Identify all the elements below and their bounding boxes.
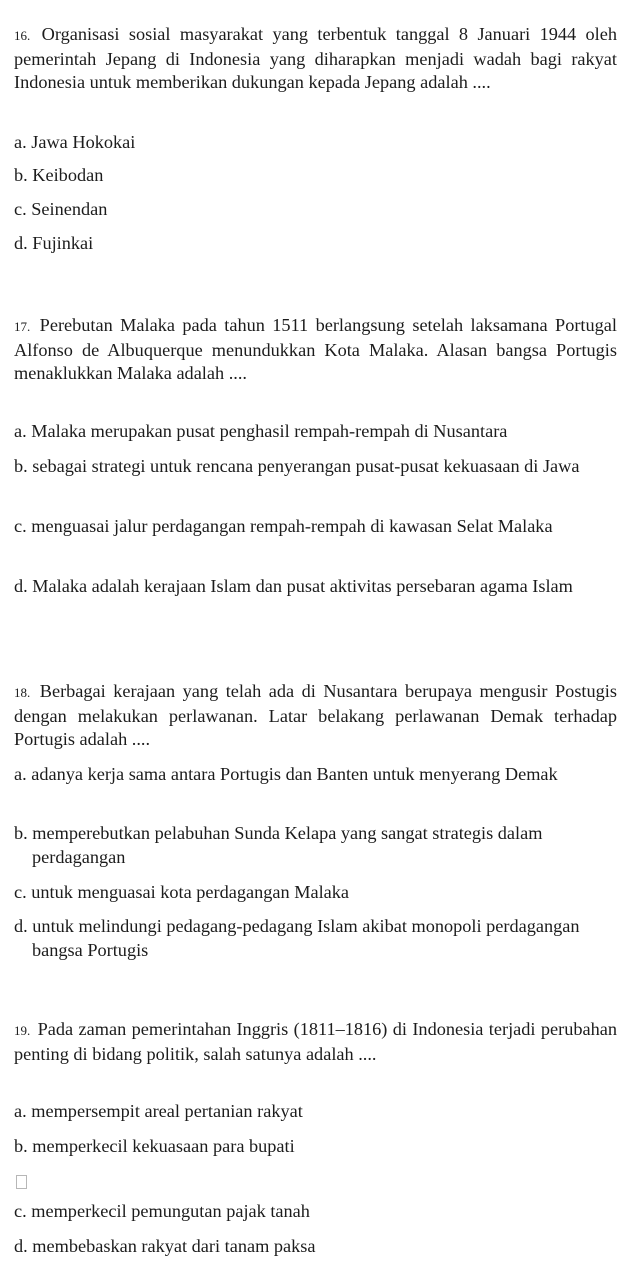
empty-checkbox-icon — [16, 1175, 27, 1189]
question-stem — [14, 23, 617, 95]
option-a: a. mempersempit areal pertanian rakyat — [14, 1101, 303, 1121]
option-c: c. Seinendan — [14, 199, 108, 219]
option-b: b. memperkecil kekuasaan para bupati — [14, 1136, 295, 1156]
option-c: c. memperkecil pemungutan pajak tanah — [14, 1201, 310, 1221]
question-number: 17. — [14, 319, 31, 334]
question-text: Pada zaman pemerintahan Inggris (1811–1816) di Indonesia terjadi perubahan penting di bidang politik, salah satunya adalah .... — [14, 1019, 617, 1064]
question-text: Organisasi sosial masyarakat yang terbentuk tanggal 8 Januari 1944 oleh pemerintah Jepang di Indonesia yang diharapkan menjadi wadah bagi rakyat Indonesia untuk memberikan dukungan kepada Jepang adalah .... — [14, 24, 618, 92]
option-a: a. Jawa Hokokai — [14, 132, 136, 152]
option-d: d. untuk melindungi pedagang-pedagang Islam akibat monopoli perdagangan bangsa Portugis — [14, 916, 580, 960]
question-number: 19. — [14, 1023, 31, 1038]
option-d: d. membebaskan rakyat dari tanam paksa — [14, 1236, 316, 1256]
question-number: 16. — [14, 28, 31, 43]
option-b: b. Keibodan — [14, 165, 104, 185]
option-a: a. Malaka merupakan pusat penghasil rempah-rempah di Nusantara — [14, 421, 508, 441]
option-d: d. Fujinkai — [14, 233, 94, 253]
option-c: c. untuk menguasai kota perdagangan Malaka — [14, 882, 350, 902]
option-b: b. sebagai strategi untuk rencana penyerangan pusat-pusat kekuasaan di Jawa — [14, 456, 580, 476]
question-text: Perebutan Malaka pada tahun 1511 berlangsung setelah laksamana Portugal Alfonso de Albuquerque menundukkan Kota Malaka. Alasan bangsa Portugis menaklukkan Malaka adalah .... — [14, 315, 617, 383]
option-d: d. Malaka adalah kerajaan Islam dan pusat aktivitas persebaran agama Islam — [14, 576, 573, 596]
option-c: c. menguasai jalur perdagangan rempah-rempah di kawasan Selat Malaka — [14, 516, 553, 536]
question-stem — [14, 314, 617, 386]
question-text: Berbagai kerajaan yang telah ada di Nusantara berupaya mengusir Postugis dengan melakukan perlawanan. Latar belakang perlawanan Demak terhadap Portugis adalah .... — [14, 681, 617, 749]
question-stem — [14, 680, 617, 752]
question-number: 18. — [14, 685, 31, 700]
option-a: a. adanya kerja sama antara Portugis dan Banten untuk menyerang Demak — [14, 764, 558, 784]
option-b: b. memperebutkan pelabuhan Sunda Kelapa yang sangat strategis dalam perdagangan — [14, 823, 543, 867]
question-stem — [14, 1018, 617, 1066]
